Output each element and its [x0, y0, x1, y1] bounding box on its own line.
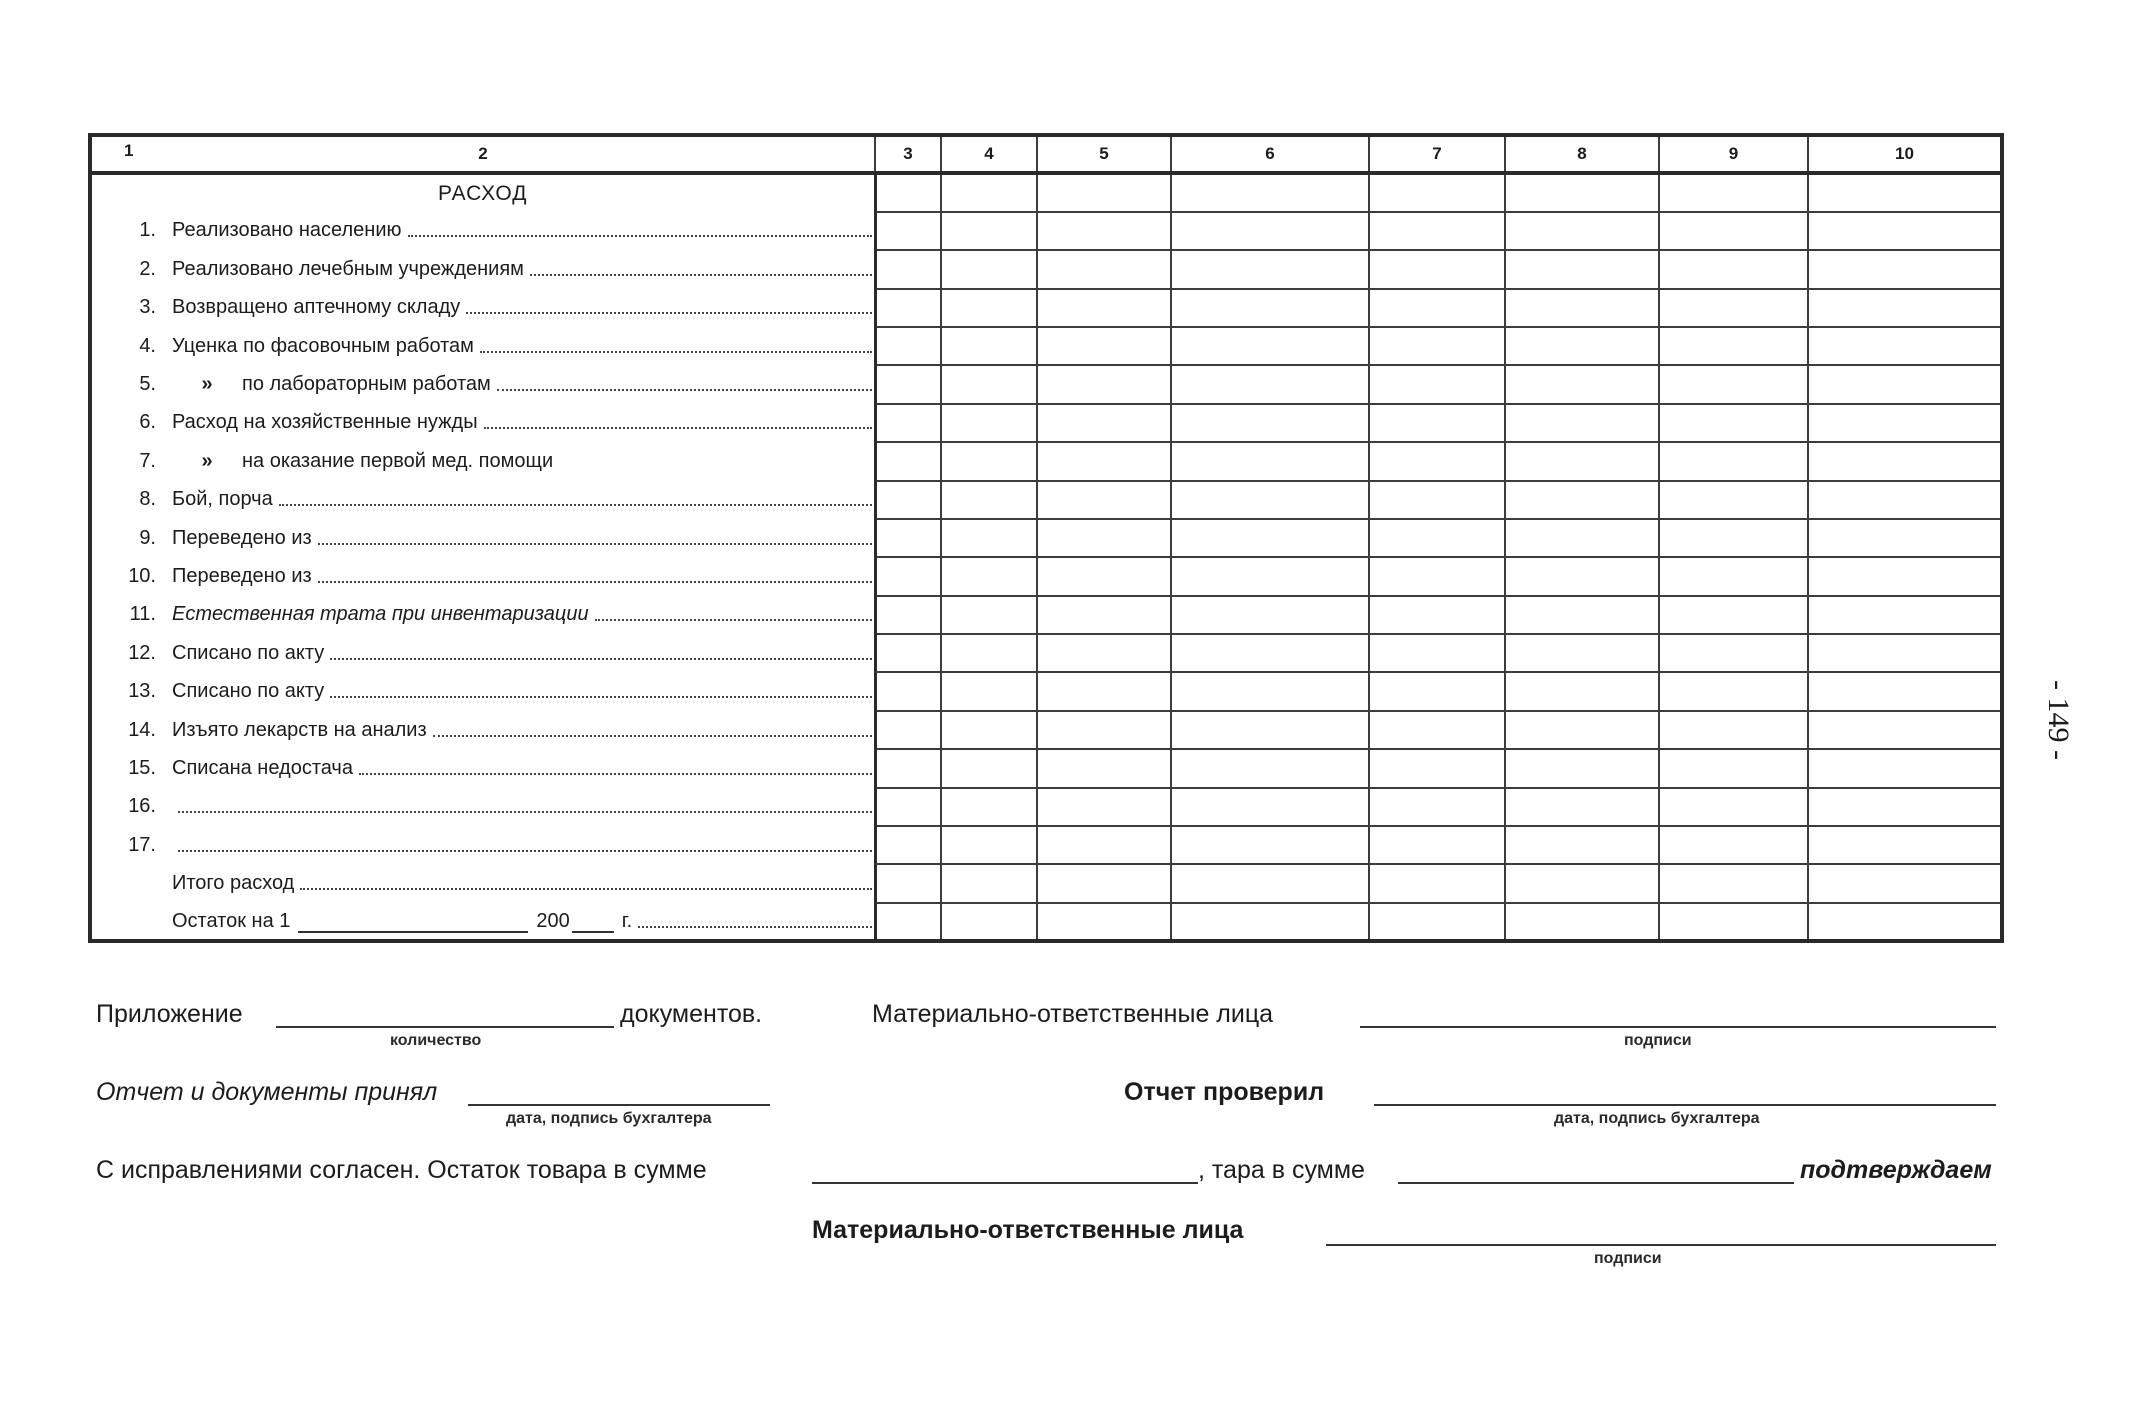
table-cell[interactable]	[1808, 519, 2002, 557]
expense-row-description	[90, 404, 875, 442]
table-cell[interactable]	[1808, 365, 2002, 403]
table-cell[interactable]	[875, 711, 941, 749]
table-cell[interactable]	[1037, 903, 1171, 941]
responsible-persons-label: Материально-ответственные лица	[872, 1000, 1274, 1028]
section-title-row	[90, 173, 2002, 211]
expense-row	[90, 749, 2002, 787]
table-cell[interactable]	[1808, 749, 2002, 787]
table-cell[interactable]	[1037, 672, 1171, 710]
expense-row	[90, 250, 2002, 288]
dotted-leader	[330, 658, 871, 660]
expense-row-description	[90, 749, 875, 787]
table-cell[interactable]	[1808, 173, 2002, 211]
balance-label: Остаток на 1	[172, 909, 291, 932]
row-number: 7.	[139, 449, 156, 472]
table-cell[interactable]	[1808, 672, 2002, 710]
table-cell[interactable]	[1369, 481, 1505, 519]
table-cell[interactable]	[1369, 711, 1505, 749]
row-number: 16.	[128, 795, 156, 818]
row-label: Переведено из	[172, 526, 312, 549]
signatures-caption: подписи	[1624, 1032, 1692, 1049]
table-cell[interactable]	[1037, 864, 1171, 902]
expense-row	[90, 481, 2002, 519]
table-cell[interactable]	[1171, 788, 1369, 826]
table-cell[interactable]	[1659, 404, 1808, 442]
checked-by-caption: дата, подпись бухгалтера	[1554, 1110, 1760, 1127]
dotted-leader	[466, 312, 871, 314]
tara-sum-field[interactable]	[1398, 1182, 1794, 1184]
table-cell[interactable]	[1369, 173, 1505, 211]
table-cell[interactable]	[1037, 519, 1171, 557]
row-label: Списано по акту	[172, 641, 325, 664]
table-cell[interactable]	[1037, 365, 1171, 403]
table-cell[interactable]	[1659, 481, 1808, 519]
table-cell[interactable]	[1037, 749, 1171, 787]
table-cell[interactable]	[1505, 903, 1659, 941]
row-label: по лабораторным работам	[242, 373, 491, 396]
row-number: 5.	[139, 373, 156, 396]
table-cell[interactable]	[1505, 519, 1659, 557]
table-cell[interactable]	[941, 519, 1037, 557]
balance-row	[90, 903, 2002, 941]
table-cell[interactable]	[1369, 596, 1505, 634]
expense-row	[90, 596, 2002, 634]
table-cell[interactable]	[875, 327, 941, 365]
table-cell[interactable]	[1037, 596, 1171, 634]
table-cell[interactable]	[941, 481, 1037, 519]
table-cell[interactable]	[1505, 711, 1659, 749]
row-label: Реализовано лечебным учреждениям	[172, 257, 524, 280]
dotted-leader	[279, 504, 872, 506]
table-cell[interactable]	[1369, 672, 1505, 710]
table-cell[interactable]	[875, 404, 941, 442]
expense-row-description	[90, 442, 875, 480]
table-cell[interactable]	[1171, 596, 1369, 634]
table-cell[interactable]	[1171, 634, 1369, 672]
table-cell[interactable]	[1171, 327, 1369, 365]
table-cell[interactable]	[1808, 481, 2002, 519]
expense-row	[90, 365, 2002, 403]
expense-row	[90, 864, 2002, 902]
table-cell[interactable]	[1369, 634, 1505, 672]
table-cell[interactable]	[1659, 864, 1808, 902]
ditto-mark: »	[201, 373, 213, 396]
row-number: 13.	[128, 680, 156, 703]
attachment-count-field[interactable]	[276, 1026, 614, 1028]
table-cell[interactable]	[1808, 327, 2002, 365]
table-cell[interactable]	[1171, 404, 1369, 442]
balance-row-description	[90, 903, 875, 941]
table-cell[interactable]	[941, 365, 1037, 403]
table-cell[interactable]	[875, 749, 941, 787]
row-number: 17.	[128, 833, 156, 856]
table-cell[interactable]	[941, 864, 1037, 902]
table-cell[interactable]	[1369, 212, 1505, 250]
row-label: на оказание первой мед. помощи	[242, 449, 554, 472]
table-cell[interactable]	[1808, 864, 2002, 902]
table-cell[interactable]	[1171, 212, 1369, 250]
table-cell[interactable]	[1171, 711, 1369, 749]
table-cell[interactable]	[1369, 864, 1505, 902]
table-cell[interactable]	[1171, 289, 1369, 327]
expense-row-description	[90, 788, 875, 826]
row-label: Уценка по фасовочным работам	[172, 334, 474, 357]
attachment-label: Приложение	[96, 1000, 243, 1028]
table-cell[interactable]	[1171, 903, 1369, 941]
row-label: Изъято лекарств на анализ	[172, 718, 427, 741]
table-cell[interactable]	[875, 365, 941, 403]
table-cell[interactable]	[1369, 404, 1505, 442]
table-cell[interactable]	[1659, 826, 1808, 864]
table-cell[interactable]	[941, 327, 1037, 365]
table-cell[interactable]	[1659, 788, 1808, 826]
table-cell[interactable]	[941, 826, 1037, 864]
table-cell[interactable]	[875, 826, 941, 864]
row-number: 2.	[139, 257, 156, 280]
table-cell[interactable]	[941, 672, 1037, 710]
row-label: Возвращено аптечному складу	[172, 296, 461, 319]
table-cell[interactable]	[1659, 327, 1808, 365]
row-label: Списана недостача	[172, 756, 353, 779]
row-number: 9.	[139, 526, 156, 549]
row-number: 14.	[128, 718, 156, 741]
expense-row	[90, 442, 2002, 480]
section-title: РАСХОД	[90, 173, 875, 211]
expense-row	[90, 557, 2002, 595]
table-cell[interactable]	[1808, 557, 2002, 595]
table-cell[interactable]	[941, 173, 1037, 211]
expense-row-description	[90, 289, 875, 327]
table-cell[interactable]	[1659, 903, 1808, 941]
confirm-label: подтверждаем	[1800, 1156, 1992, 1184]
table-cell[interactable]	[941, 711, 1037, 749]
expense-row-description	[90, 481, 875, 519]
table-cell[interactable]	[1505, 404, 1659, 442]
table-cell[interactable]	[1369, 250, 1505, 288]
table-cell[interactable]	[875, 634, 941, 672]
table-cell[interactable]	[875, 519, 941, 557]
responsible-signatures-field[interactable]	[1360, 1026, 1996, 1028]
table-cell[interactable]	[1505, 864, 1659, 902]
table-cell[interactable]	[1037, 826, 1171, 864]
table-cell[interactable]	[1369, 788, 1505, 826]
table-cell[interactable]	[875, 864, 941, 902]
expense-row	[90, 672, 2002, 710]
column-number-header: 6	[1171, 135, 1369, 173]
column-number-header	[90, 135, 875, 173]
table-cell[interactable]	[1505, 481, 1659, 519]
table-cell[interactable]	[875, 596, 941, 634]
table-cell[interactable]	[875, 289, 941, 327]
expense-row	[90, 289, 2002, 327]
table-cell[interactable]	[1659, 711, 1808, 749]
row-label: Бой, порча	[172, 488, 273, 511]
row-number: 1.	[139, 219, 156, 242]
row-number: 6.	[139, 411, 156, 434]
table-cell[interactable]	[1505, 212, 1659, 250]
responsible-persons-label-2: Материально-ответственные лица	[812, 1216, 1244, 1244]
table-cell[interactable]	[1171, 519, 1369, 557]
ditto-mark: »	[201, 449, 213, 472]
dotted-leader	[359, 773, 872, 775]
agreement-label: С исправлениями согласен. Остаток товара в сумме	[96, 1156, 707, 1184]
table-cell[interactable]	[1808, 596, 2002, 634]
expense-row-description	[90, 711, 875, 749]
table-cell[interactable]	[1808, 212, 2002, 250]
dotted-leader	[408, 235, 872, 237]
table-cell[interactable]	[941, 749, 1037, 787]
table-cell[interactable]	[1505, 672, 1659, 710]
table-cell[interactable]	[1037, 212, 1171, 250]
table-cell[interactable]	[875, 903, 941, 941]
row-label: Списано по акту	[172, 680, 325, 703]
column-number-header: 5	[1037, 135, 1171, 173]
expense-row-description	[90, 596, 875, 634]
column-number-header: 9	[1659, 135, 1808, 173]
table-cell[interactable]	[1369, 327, 1505, 365]
expense-row-description	[90, 250, 875, 288]
table-cell[interactable]	[1808, 634, 2002, 672]
expense-row-description	[90, 864, 875, 902]
table-cell[interactable]	[875, 250, 941, 288]
table-cell[interactable]	[1808, 788, 2002, 826]
table-cell[interactable]	[941, 788, 1037, 826]
table-cell[interactable]	[1659, 250, 1808, 288]
row-number: 15.	[128, 756, 156, 779]
table-cell[interactable]	[1808, 404, 2002, 442]
table-cell[interactable]	[1505, 365, 1659, 403]
dotted-leader	[497, 389, 872, 391]
table-cell[interactable]	[1037, 250, 1171, 288]
table-cell[interactable]	[1037, 404, 1171, 442]
expense-row	[90, 404, 2002, 442]
table-cell[interactable]	[1659, 212, 1808, 250]
expense-row-description	[90, 826, 875, 864]
responsible-signatures-field-2[interactable]	[1326, 1244, 1996, 1246]
column-number-header: 4	[941, 135, 1037, 173]
dotted-leader	[530, 274, 872, 276]
expense-row	[90, 711, 2002, 749]
balance-year-field[interactable]	[572, 913, 614, 933]
table-cell[interactable]	[941, 634, 1037, 672]
table-cell[interactable]	[875, 173, 941, 211]
column-number-header: 3	[875, 135, 941, 173]
table-cell[interactable]	[1505, 442, 1659, 480]
table-cell[interactable]	[1171, 442, 1369, 480]
table-cell[interactable]	[1659, 289, 1808, 327]
table-cell[interactable]	[1505, 749, 1659, 787]
table-cell[interactable]	[1369, 749, 1505, 787]
table-cell[interactable]	[1369, 557, 1505, 595]
table-cell[interactable]	[1171, 557, 1369, 595]
balance-year-suffix: г.	[621, 909, 633, 932]
table-cell[interactable]	[1659, 749, 1808, 787]
table-cell[interactable]	[1037, 788, 1171, 826]
dotted-leader	[595, 619, 872, 621]
table-cell[interactable]	[1505, 289, 1659, 327]
table-cell[interactable]	[1808, 442, 2002, 480]
expense-row-description	[90, 672, 875, 710]
table-cell[interactable]	[1037, 557, 1171, 595]
table-cell[interactable]	[941, 250, 1037, 288]
column-number-row	[90, 135, 2002, 173]
table-cell[interactable]	[1037, 173, 1171, 211]
table-cell[interactable]	[1659, 634, 1808, 672]
expense-row-description	[90, 634, 875, 672]
dotted-leader	[433, 735, 872, 737]
dotted-leader	[330, 696, 871, 698]
table-cell[interactable]	[1369, 519, 1505, 557]
table-cell[interactable]	[1037, 481, 1171, 519]
table-cell[interactable]	[1171, 826, 1369, 864]
row-label: Реализовано населению	[172, 219, 402, 242]
table-cell[interactable]	[941, 596, 1037, 634]
goods-sum-field[interactable]	[812, 1182, 1198, 1184]
table-cell[interactable]	[1369, 365, 1505, 403]
balance-date-field[interactable]	[298, 913, 528, 933]
column-number-header: 10	[1808, 135, 2002, 173]
dotted-leader	[318, 581, 872, 583]
attachment-suffix: документов.	[620, 1000, 763, 1028]
table-cell[interactable]	[1808, 903, 2002, 941]
table-cell[interactable]	[941, 289, 1037, 327]
attachment-count-caption: количество	[390, 1032, 482, 1049]
table-cell[interactable]	[1505, 826, 1659, 864]
tara-label: , тара в сумме	[1198, 1156, 1365, 1184]
table-cell[interactable]	[1171, 481, 1369, 519]
expense-row-description	[90, 212, 875, 250]
expense-table	[88, 133, 2004, 943]
table-cell[interactable]	[941, 903, 1037, 941]
table-cell[interactable]	[1505, 634, 1659, 672]
dotted-leader	[300, 888, 871, 890]
column-number-2: 2	[478, 144, 488, 164]
table-cell[interactable]	[1505, 173, 1659, 211]
table-cell[interactable]	[941, 442, 1037, 480]
table-cell[interactable]	[1369, 903, 1505, 941]
table-cell[interactable]	[1808, 250, 2002, 288]
table-cell[interactable]	[1659, 365, 1808, 403]
table-cell[interactable]	[1505, 250, 1659, 288]
table-cell[interactable]	[1171, 864, 1369, 902]
table-cell[interactable]	[1505, 327, 1659, 365]
table-cell[interactable]	[1369, 442, 1505, 480]
expense-row-description	[90, 557, 875, 595]
table-cell[interactable]	[1659, 596, 1808, 634]
dotted-leader	[638, 926, 871, 928]
accepted-by-field[interactable]	[468, 1104, 770, 1106]
table-cell[interactable]	[875, 672, 941, 710]
dotted-leader	[318, 543, 872, 545]
expense-row-description	[90, 519, 875, 557]
table-cell[interactable]	[1505, 596, 1659, 634]
row-number: 10.	[128, 564, 156, 587]
table-cell[interactable]	[1171, 173, 1369, 211]
dotted-leader	[480, 351, 872, 353]
table-cell[interactable]	[875, 212, 941, 250]
table-cell[interactable]	[1659, 519, 1808, 557]
table-cell[interactable]	[875, 557, 941, 595]
dotted-leader	[484, 427, 872, 429]
column-number-header: 8	[1505, 135, 1659, 173]
row-number: 8.	[139, 488, 156, 511]
row-label: Расход на хозяйственные нужды	[172, 411, 478, 434]
expense-row	[90, 634, 2002, 672]
checked-by-label: Отчет проверил	[1124, 1078, 1325, 1106]
table-cell[interactable]	[1369, 289, 1505, 327]
table-cell[interactable]	[1171, 365, 1369, 403]
expense-row	[90, 212, 2002, 250]
row-label: Естественная трата при инвентаризации	[172, 603, 589, 626]
table-cell[interactable]	[1808, 711, 2002, 749]
table-cell[interactable]	[875, 788, 941, 826]
table-cell[interactable]	[1037, 289, 1171, 327]
expense-row-description	[90, 365, 875, 403]
checked-by-field[interactable]	[1374, 1104, 1996, 1106]
table-cell[interactable]	[941, 212, 1037, 250]
table-cell[interactable]	[1808, 826, 2002, 864]
column-number-header: 7	[1369, 135, 1505, 173]
expense-row	[90, 327, 2002, 365]
row-number: 11.	[129, 603, 156, 626]
table-cell[interactable]	[1171, 672, 1369, 710]
expense-row-description	[90, 327, 875, 365]
table-cell[interactable]	[1037, 711, 1171, 749]
accepted-by-label: Отчет и документы принял	[96, 1078, 438, 1106]
table-cell[interactable]	[1659, 672, 1808, 710]
table-cell[interactable]	[1171, 749, 1369, 787]
row-number: 12.	[128, 641, 156, 664]
row-label: Переведено из	[172, 564, 312, 587]
expense-row	[90, 519, 2002, 557]
table-cell[interactable]	[1171, 250, 1369, 288]
table-cell[interactable]	[1808, 289, 2002, 327]
table-cell[interactable]	[1505, 788, 1659, 826]
dotted-leader	[178, 811, 872, 813]
table-cell[interactable]	[1659, 442, 1808, 480]
table-cell[interactable]	[1037, 634, 1171, 672]
page-number: - 149 -	[2042, 680, 2075, 760]
table-cell[interactable]	[1369, 826, 1505, 864]
expense-row	[90, 788, 2002, 826]
table-cell[interactable]	[941, 557, 1037, 595]
table-cell[interactable]	[1037, 442, 1171, 480]
table-cell[interactable]	[1659, 173, 1808, 211]
column-number-1: 1	[124, 141, 134, 160]
table-cell[interactable]	[1505, 557, 1659, 595]
table-cell[interactable]	[1659, 557, 1808, 595]
dotted-leader	[178, 850, 872, 852]
row-number: 3.	[139, 296, 156, 319]
expense-row	[90, 826, 2002, 864]
signatures-caption-2: подписи	[1594, 1250, 1662, 1267]
table-cell[interactable]	[1037, 327, 1171, 365]
table-cell[interactable]	[941, 404, 1037, 442]
row-label: Итого расход	[172, 872, 295, 895]
accepted-by-caption: дата, подпись бухгалтера	[506, 1110, 712, 1127]
table-cell[interactable]	[875, 481, 941, 519]
balance-year: 200	[536, 909, 570, 932]
row-number: 4.	[139, 334, 156, 357]
table-cell[interactable]	[875, 442, 941, 480]
